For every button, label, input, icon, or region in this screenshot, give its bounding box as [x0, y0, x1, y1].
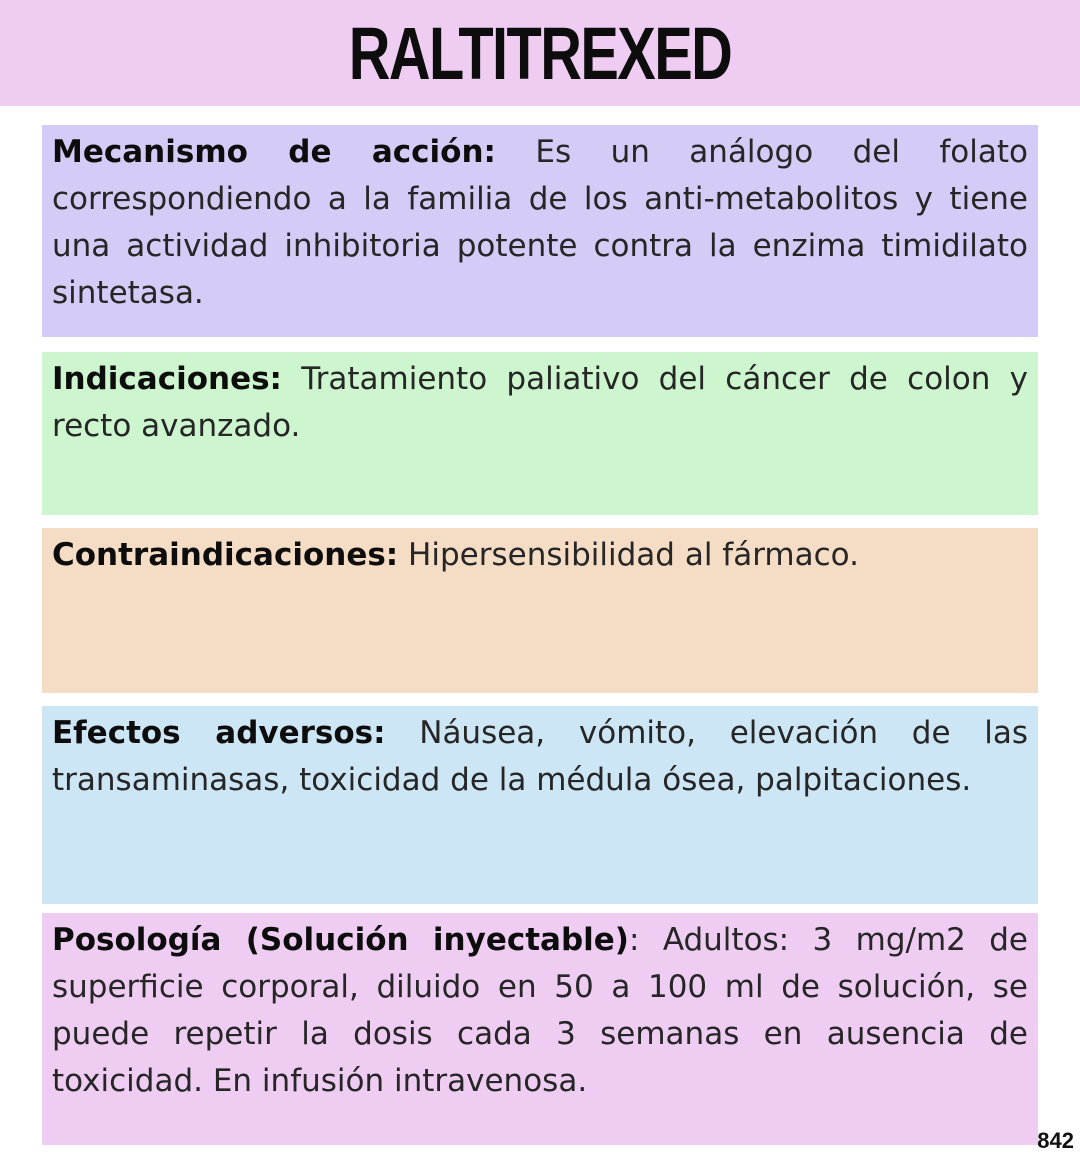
- indications-section: [42, 352, 1038, 515]
- mechanism-section: [42, 125, 1038, 337]
- mechanism-paragraph: [52, 129, 1028, 317]
- contraindications-text: Hipersensibilidad al fármaco.: [398, 537, 859, 573]
- dosage-paragraph: [52, 917, 1028, 1105]
- dosage-label: Posología (Solución inyectable): [52, 922, 629, 958]
- dosage-section: [42, 913, 1038, 1145]
- adverse-effects-label: Efectos adversos:: [52, 715, 386, 751]
- mechanism-label: Mecanismo de acción:: [52, 134, 496, 170]
- adverse-effects-paragraph: [52, 710, 1028, 804]
- contraindications-paragraph: [52, 532, 1028, 579]
- contraindications-label: Contraindicaciones:: [52, 537, 399, 573]
- page-number: 842: [1037, 1128, 1074, 1153]
- indications-label: Indicaciones:: [52, 361, 282, 397]
- page-title: RALTITREXED: [348, 12, 732, 95]
- adverse-effects-text: Náusea, vómito, elevación de las transaminasas, toxicidad de la médula ósea, palpitaciones.: [52, 715, 1029, 798]
- adverse-effects-section: [42, 706, 1038, 904]
- dosage-text: : Adultos: 3 mg/m2 de superficie corporal, diluido en 50 a 100 ml de solución, se puede repetir la dosis cada 3 semanas en ausencia de toxicidad. En infusión intravenosa.: [52, 922, 1028, 1099]
- mechanism-text: Es un análogo del folato correspondiendo a la familia de los anti-metabolitos y tiene una actividad inhibitoria potente contra la enzima timidilato sintetasa.: [52, 134, 1029, 311]
- indications-paragraph: [52, 356, 1028, 450]
- contraindications-section: [42, 528, 1038, 693]
- indications-text: Tratamiento paliativo del cáncer de colon y recto avanzado.: [52, 361, 1028, 444]
